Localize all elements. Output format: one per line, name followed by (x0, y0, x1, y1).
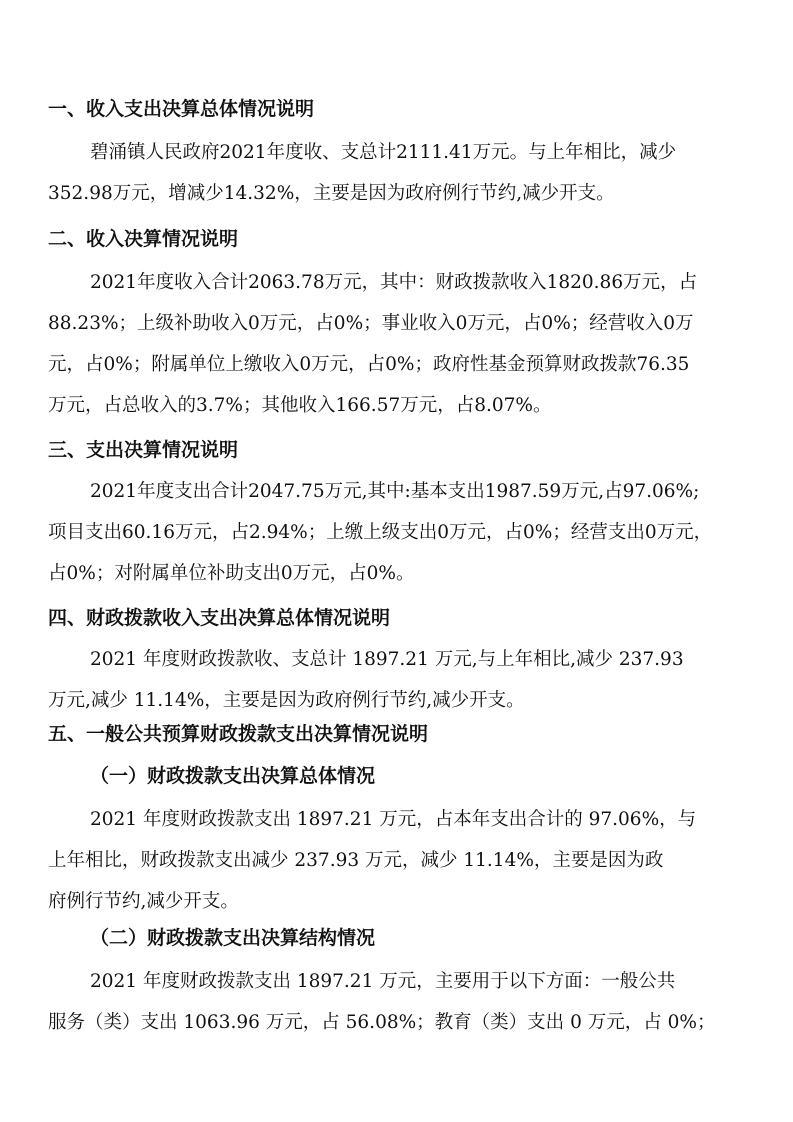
section-1-heading: 一、收入支出决算总体情况说明 (48, 98, 315, 120)
subsection-5-2-line-2: 服务（类）支出 1063.96 万元，占 56.08%；教育（类）支出 0 万元，占 0%； (48, 1012, 716, 1033)
section-2-heading: 二、收入决算情况说明 (48, 228, 239, 250)
subsection-5-1-heading: （一）财政拨款支出决算总体情况 (90, 765, 376, 787)
subsection-5-2-line-1: 2021 年度财政拨款支出 1897.21 万元，主要用于以下方面：一般公共 (90, 971, 676, 992)
section-2-line-1: 2021年度收入合计2063.78万元，其中：财政拨款收入1820.86万元，占 (90, 272, 698, 293)
section-1-line-2: 352.98万元，增减少14.32%，主要是因为政府例行节约,减少开支。 (48, 183, 615, 204)
subsection-5-2-heading: （二）财政拨款支出决算结构情况 (90, 927, 376, 949)
section-2-line-4: 万元，占总收入的3.7%；其他收入166.57万元，占8.07%。 (48, 395, 552, 416)
subsection-5-1-line-2: 上年相比，财政拨款支出减少 237.93 万元，减少 11.14%，主要是因为政 (48, 850, 664, 871)
section-3-line-2: 项目支出60.16万元，占2.94%；上缴上级支出0万元，占0%；经营支出0万元， (48, 522, 713, 543)
section-3-heading: 三、支出决算情况说明 (48, 439, 239, 461)
section-3-line-3: 占0%；对附属单位补助支出0万元，占0%。 (48, 563, 415, 584)
section-2-line-2: 88.23%；上级补助收入0万元，占0%；事业收入0万元，占0%；经营收入0万 (48, 313, 694, 334)
section-5-heading: 五、一般公共预算财政拨款支出决算情况说明 (48, 723, 429, 745)
subsection-5-1-line-1: 2021 年度财政拨款支出 1897.21 万元，占本年支出合计的 97.06%，与 (90, 809, 697, 830)
section-3-line-1: 2021年度支出合计2047.75万元,其中:基本支出1987.59万元,占97.06%; (90, 481, 700, 502)
section-4-heading: 四、财政拨款收入支出决算总体情况说明 (48, 607, 391, 629)
subsection-5-1-line-3: 府例行节约,减少开支。 (48, 891, 239, 912)
section-4-line-2: 万元,减少 11.14%，主要是因为政府例行节约,减少开支。 (48, 690, 525, 711)
section-4-line-1: 2021 年度财政拨款收、支总计 1897.21 万元,与上年相比,减少 237.93 (90, 649, 684, 670)
section-2-line-3: 元，占0%；附属单位上缴收入0万元，占0%；政府性基金预算财政拨款76.35 (48, 354, 690, 375)
section-1-line-1: 碧涌镇人民政府2021年度收、支总计2111.41万元。与上年相比，减少 (90, 142, 677, 163)
